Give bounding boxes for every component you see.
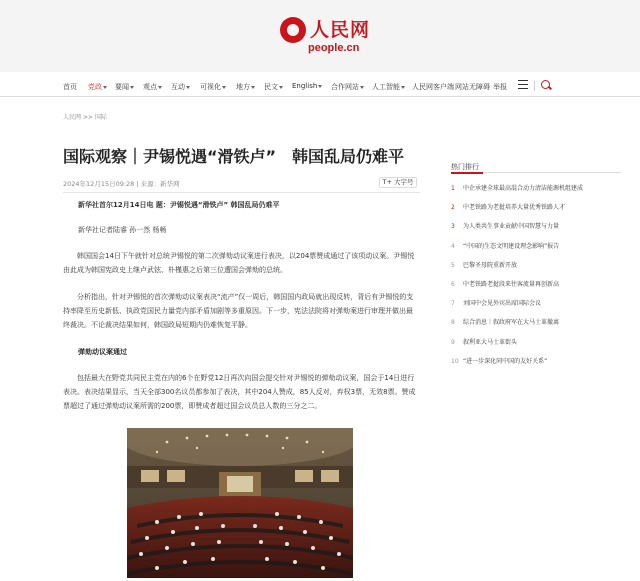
rank-link[interactable]: 中老铁路为老挝培养大量优秀铁路人才: [463, 204, 566, 212]
article-dateline: 新华社首尔12月14日电 题：尹锡悦遇“滑铁卢” 韩国乱局仍难平: [78, 201, 280, 209]
chevron-down-icon: [251, 86, 255, 89]
rank-number: 3: [451, 223, 455, 231]
rank-link[interactable]: 为人类共生事业贡献中国智慧与力量: [463, 223, 560, 231]
list-item[interactable]: [451, 333, 621, 352]
rank-number: 6: [451, 280, 455, 288]
nav-item-interaction[interactable]: 互动: [171, 82, 190, 92]
article-subheading: 弹劾动议案通过: [78, 348, 127, 356]
logo-emblem-icon: [280, 17, 306, 43]
list-item[interactable]: [451, 179, 621, 198]
nav-item-english[interactable]: English: [292, 82, 322, 90]
chevron-down-icon: [279, 86, 283, 89]
rank-link[interactable]: 综合消息｜叙政府军在大马士革撤离: [463, 319, 560, 327]
chevron-down-icon: [222, 86, 226, 89]
people-daily-logo[interactable]: [280, 13, 380, 61]
nav-item-partners[interactable]: 合作网站: [331, 82, 364, 92]
logo-chinese-text: 人民网: [310, 19, 371, 41]
nav-item-visual[interactable]: 可视化: [200, 82, 226, 92]
nav-item-news[interactable]: 要闻: [115, 82, 134, 92]
logo-english-text: people.cn: [308, 42, 360, 54]
rank-link[interactable]: 叙利亚大马士革街头: [463, 338, 518, 346]
list-item[interactable]: [451, 237, 621, 256]
list-item[interactable]: [451, 352, 621, 371]
assembly-hall-photo: [127, 428, 353, 578]
nav-item-app[interactable]: 人民网客户端: [412, 83, 454, 91]
chevron-down-icon: [360, 86, 364, 89]
nav-item-home[interactable]: 首页: [63, 83, 77, 91]
chevron-down-icon: [158, 86, 162, 89]
article-meta: 2024年12月15日09:28 | 来源：新华网: [63, 180, 180, 188]
list-item[interactable]: [451, 294, 621, 313]
rank-number: 10: [451, 357, 459, 365]
rank-number: 2: [451, 204, 455, 212]
rank-number: 8: [451, 319, 455, 327]
article-paragraph: 分析指出，针对尹锡悦的首次弹劾动议案表决“流产”仅一周后，韩国国内政局就出现反转，背后有尹锡悦的支持率降至历史新低、执政党国民力量党内部矛盾加剧等多重原因。下一步，宪法法院将对弹劾案进行审理并做出最终裁决。不论裁决结果如何，韩国政局短期内仍难恢复平静。: [63, 293, 414, 329]
rank-number: 4: [451, 242, 455, 250]
nav-item-opinion[interactable]: 观点: [143, 82, 162, 92]
hot-ranking-panel: [451, 161, 621, 371]
breadcrumb[interactable]: 人民网 >> 国际: [63, 114, 107, 121]
search-icon[interactable]: [541, 80, 550, 89]
list-item[interactable]: [451, 313, 621, 332]
top-header: [0, 0, 640, 72]
rank-number: 1: [451, 185, 455, 192]
rank-link[interactable]: 中老铁路老挝段来往客流量再创新高: [463, 280, 560, 288]
article-paragraph: 包括最大在野党共同民主党在内的6个在野党12日再次向国会提交针对尹锡悦的弹劾动议案，国会于14日进行表决。表决结果显示，当天全部300名议员都参加了表决，其中204人赞成，85人反对，弃权3票，无效8票。赞成票超过了通过弹劾动议案所需的200票，即赞成者超过国会议员总人数的三分之二。: [63, 374, 416, 410]
rank-link[interactable]: 刘国中会见外宾出席国际会议: [463, 300, 542, 308]
rank-link[interactable]: “进一步深化同中国的友好关系”: [463, 357, 548, 365]
list-item[interactable]: [451, 198, 621, 217]
rank-link[interactable]: 巴黎圣母院重新开放: [463, 261, 518, 269]
hot-ranking-title: 热门排行: [451, 161, 621, 173]
chevron-down-icon: [103, 86, 107, 89]
nav-item-accessibility[interactable]: 网站无障碍: [455, 83, 490, 91]
article-byline: 新华社记者陆睿 孙一然 杨畅: [78, 226, 167, 234]
list-item[interactable]: [451, 256, 621, 275]
list-item[interactable]: [451, 275, 621, 294]
chevron-down-icon: [130, 86, 134, 89]
font-size-label: 大字号: [394, 178, 414, 186]
chevron-down-icon: [401, 86, 405, 89]
nav-item-report[interactable]: 举报: [493, 83, 507, 91]
article-title: 国际观察｜尹锡悦遇“滑铁卢” 韩国乱局仍难平: [63, 147, 405, 166]
nav-item-party[interactable]: 党政: [88, 82, 107, 92]
font-size-button[interactable]: [379, 177, 417, 188]
chevron-down-icon: [186, 86, 190, 89]
nav-item-ethnic[interactable]: 民文: [264, 82, 283, 92]
nav-item-ai[interactable]: 人工智能: [372, 82, 405, 92]
article-paragraph: 韩国国会14日下午就针对总统尹锡悦的第二次弹劾动议案进行表决，以204票赞成通过了该项动议案。尹锡悦由此成为韩国宪政史上继卢武铉、朴槿惠之后第三位遭国会弹劾的总统。: [63, 252, 415, 274]
hot-ranking-list: [451, 179, 621, 371]
nav-item-local[interactable]: 地方: [236, 82, 255, 92]
rank-number: 5: [451, 261, 455, 269]
title-divider: [63, 192, 420, 193]
rank-number: 7: [451, 300, 455, 308]
rank-link[interactable]: 中企承建全球最高混合动力清洁能源机组建成: [463, 185, 584, 192]
chevron-down-icon: [318, 85, 322, 88]
list-item[interactable]: [451, 217, 621, 236]
rank-number: 9: [451, 338, 455, 346]
nav-divider: [534, 81, 535, 91]
rank-link[interactable]: “中国的生态文明建设理念影响”报告: [463, 242, 560, 250]
font-size-icon: T+: [382, 178, 392, 186]
menu-icon[interactable]: [518, 80, 528, 89]
